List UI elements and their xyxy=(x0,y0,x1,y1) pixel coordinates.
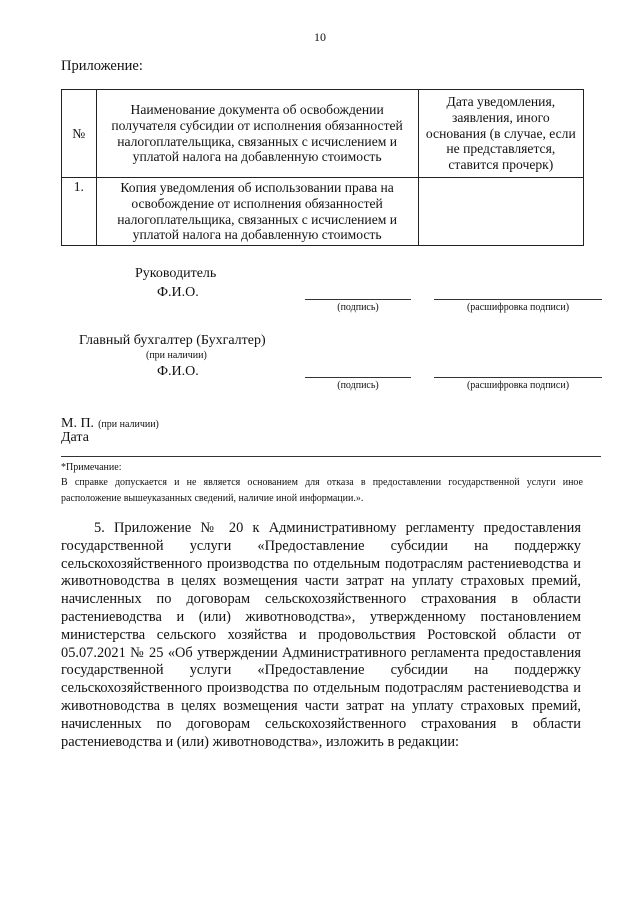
head-decoding-caption: (расшифровка подписи) xyxy=(466,302,570,313)
table-header-row xyxy=(62,90,584,178)
row-notice-date xyxy=(418,178,583,246)
accountant-signature-line xyxy=(305,377,411,378)
table-row xyxy=(62,178,584,246)
stamp-if-available: (при наличии) xyxy=(98,419,159,430)
row-number: 1. xyxy=(62,178,97,246)
accountant-if-available: (при наличии) xyxy=(146,350,207,361)
appendix-title: Приложение: xyxy=(61,58,143,74)
date-label: Дата xyxy=(61,430,89,445)
header-document-name: Наименование документа об освобождении получателя субсидии от исполнения обязанностей налогоплательщика, связанных с исчислением и уплатой налога на добавленную стоимость xyxy=(96,90,418,178)
note-title: *Примечание: xyxy=(61,462,122,473)
accountant-signature-caption: (подпись) xyxy=(337,380,379,391)
amendment-paragraph: 5. Приложение № 20 к Административному регламенту предоставления государственной услуги «Предоставление субсидии на поддержку сельскохозяйственного производства по отдельным подотраслям растениеводства и животноводства в целях возмещения части затрат на уплату страховых премий, начисленных по договорам сельскохозяйственного страхования в области растениеводства и (или) животноводства», утвержденному постановлением министерства сельского хозяйства и продовольствия Ростовской области от 05.07.2021 № 25 «Об утверждении Административного регламента предоставления государственной услуги «Предоставление субсидии на поддержку сельскохозяйственного производства по отдельным подотраслям растениеводства и животноводства в целях возмещения части затрат на уплату страховых премий, начисленных по договорам сельскохозяйственного страхования в области растениеводства и (или) животноводства», изложить в редакции: xyxy=(61,520,581,750)
header-notice-date: Дата уведомления, заявления, иного основания (в случае, если не представляется, ставится прочерк) xyxy=(418,90,583,178)
stamp-label: М. П. xyxy=(61,416,95,431)
page-number: 10 xyxy=(314,30,326,44)
head-decoding-line xyxy=(434,299,602,300)
head-title: Руководитель xyxy=(135,266,217,281)
note-text: В справке допускается и не является основанием для отказа в предоставлении государственной услуги иное расположение вышеуказанных сведений, наличие иной информации.». xyxy=(61,477,583,504)
header-number: № xyxy=(62,90,97,178)
head-signature-line xyxy=(305,299,411,300)
head-signature-caption: (подпись) xyxy=(337,302,379,313)
accountant-fio: Ф.И.О. xyxy=(157,364,199,379)
head-fio: Ф.И.О. xyxy=(157,285,199,300)
row-document-name: Копия уведомления об использовании права на освобождение от исполнения обязанностей налогоплательщика, связанных с исчислением и уплатой налога на добавленную стоимость xyxy=(96,178,418,246)
accountant-decoding-line xyxy=(434,377,602,378)
appendix-table xyxy=(61,89,584,246)
note-divider xyxy=(61,456,601,457)
accountant-title: Главный бухгалтер (Бухгалтер) xyxy=(79,333,266,348)
accountant-decoding-caption: (расшифровка подписи) xyxy=(466,380,570,391)
